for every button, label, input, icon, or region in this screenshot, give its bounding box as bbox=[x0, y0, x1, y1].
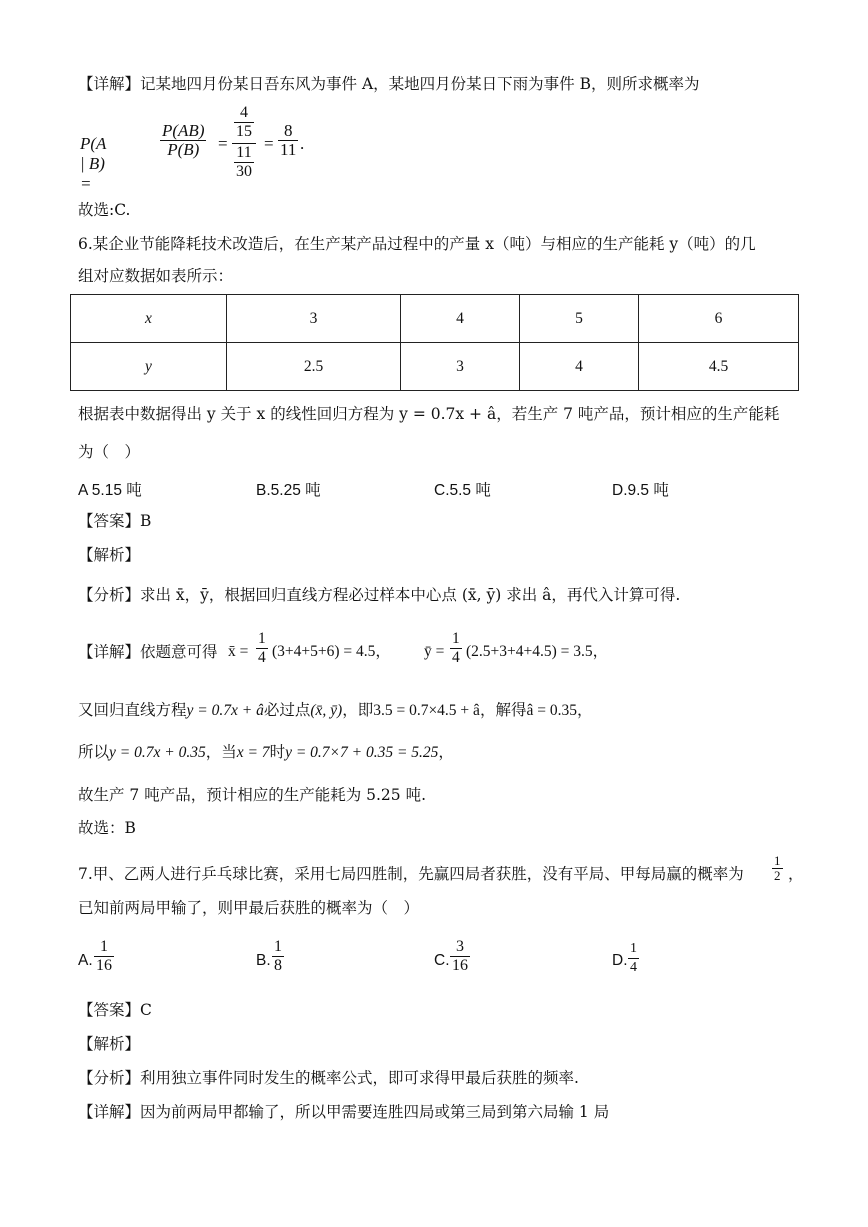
table-cell: x bbox=[71, 295, 227, 343]
q7-option-d-label: D. bbox=[612, 952, 628, 969]
q6-detail-line2: 又回归直线方程y = 0.7x + â必过点(x̄, ȳ)，即3.5 = 0.7×4.5 + â，解得â = 0.35， bbox=[78, 701, 593, 719]
nested-fraction bbox=[232, 104, 256, 181]
q7-option-d-fraction: $\frac{1}{4}$ bbox=[630, 941, 637, 975]
nested-num-den: 15 bbox=[236, 123, 252, 140]
formula-fraction bbox=[160, 122, 206, 159]
table-cell: 5 bbox=[520, 295, 639, 343]
document-page: 【详解】记某地四月份某日吾东风为事件 A，某地四月份某日下雨为事件 B，则所求概率为 P(A | B) = $\frac{P(AB)}{P(B)}$ = $\frac{\frac{4}{15}}{\frac{11}{30}}$ = $\frac{8}{11}$ . 故选:C. 6.某企业节能降耗技术改造后，在生产某产品过程中的产量 x（吨）与相应的生产能耗 y（吨）的几 组对应数据如表所示： x 3 4 5 6 y 2.5 3 4 4.5 根据表中数据得出 y 关于 x 的线性回归方程为 y = 0.7x + â，若生产 7 吨产品，预计相应的生产能耗 为（ ） A 5.15 吨 B.5.25 吨 C.5.5 吨 D.9.5 吨 【答案】B 【解析】 【分析】求出 x̄，ȳ，根据回归直线方程必过样本中心点 (x̄, ȳ) 求出 â，再代入计算可得. 【详解】依题意可得 x̄ = $\frac{1}{4}$ (3+4+5+6) = 4.5， ȳ = $\frac{1}{4}$ (2.5+3+4+4.5) = 3.5， 又回归直线方程y = 0.7x + â必过点(x̄, ȳ)，即3.5 = 0.7×4.5 + â，解得â = 0.35， 所以y = 0.7x + 0.35，当x = 7时y = 0.7×7 + 0.35 = 5.25， 故生产 7 吨产品，预计相应的生产能耗为 5.25 吨. 故选：B 7.甲、乙两人进行乒乓球比赛，采用七局四胜制，先赢四局者获胜，没有平局、甲每局赢的概率为 $\frac{1}{2}$ ， 已知前两局甲输了，则甲最后获胜的概率为（ ） A. $\frac{1}{16}$ B. $\frac{1}{8}$ C. $\frac{3}{16}$ D. $\frac{1}{4}$ 【答案】C 【解析】 【分析】利用独立事件同时发生的概率公式，即可求得甲最后获胜的频率. 【详解】因为前两局甲都输了，所以甲需要连胜四局或第三局到第六局输 1 局 bbox=[0, 0, 868, 1227]
q7-option-b-label: B. bbox=[256, 952, 271, 969]
table-cell: 2.5 bbox=[227, 343, 401, 391]
q7-option-c-label: C. bbox=[434, 952, 450, 969]
result-numerator: 8 bbox=[278, 122, 298, 141]
fraction-numerator: P(AB) bbox=[162, 121, 205, 140]
q7-fenxi: 【分析】利用独立事件同时发生的概率公式，即可求得甲最后获胜的频率. bbox=[78, 1069, 579, 1087]
nested-denominator bbox=[232, 144, 256, 181]
q7-stem-line2: 已知前两局甲输了，则甲最后获胜的概率为（ ） bbox=[78, 899, 420, 917]
detail-label: 【详解】 bbox=[78, 75, 141, 93]
table-row bbox=[71, 295, 799, 343]
q6-option-c: C.5.5 吨 bbox=[434, 482, 491, 499]
q7-detail: 【详解】因为前两局甲都输了，所以甲需要连胜四局或第三局到第六局输 1 局 bbox=[78, 1103, 610, 1121]
table-cell: 3 bbox=[401, 343, 520, 391]
q6-choice: 故选：B bbox=[78, 819, 136, 837]
table-cell: 4 bbox=[401, 295, 520, 343]
q6-option-d: D.9.5 吨 bbox=[612, 482, 669, 499]
q7-option-b-fraction: $\frac{1}{8}$ bbox=[274, 938, 282, 974]
q6-answer: 【答案】B bbox=[78, 512, 152, 530]
q6-option-a: A 5.15 吨 bbox=[78, 482, 142, 499]
q6-analysis-label: 【解析】 bbox=[78, 546, 141, 564]
q6-ask-line2: 为（ ） bbox=[78, 443, 141, 461]
q6-ask-line1: 根据表中数据得出 y 关于 x 的线性回归方程为 y = 0.7x + â，若生产 7 吨产品，预计相应的生产能耗 bbox=[78, 405, 780, 423]
q7-prob-fraction: $\frac{1}{2}$ bbox=[774, 853, 781, 883]
nested-numerator bbox=[232, 104, 256, 144]
q7-option-a-label: A. bbox=[78, 952, 93, 969]
q7-analysis-label: 【解析】 bbox=[78, 1035, 141, 1053]
fraction-denominator: P(B) bbox=[167, 140, 200, 159]
q7-answer: 【答案】C bbox=[78, 1001, 152, 1019]
table-cell: 4.5 bbox=[639, 343, 799, 391]
table-cell: 3 bbox=[227, 295, 401, 343]
q6-detail-line3: 所以y = 0.7x + 0.35，当x = 7时y = 0.7×7 + 0.35 = 5.25， bbox=[78, 743, 454, 761]
q6-fenxi: 【分析】求出 x̄，ȳ，根据回归直线方程必过样本中心点 (x̄, ȳ) 求出 â，再代入计算可得. bbox=[78, 586, 681, 604]
result-denominator: 11 bbox=[280, 140, 297, 159]
q7-option-a-fraction: $\frac{1}{16}$ bbox=[96, 938, 112, 974]
nested-den-den: 30 bbox=[236, 163, 252, 180]
detail-text: 记某地四月份某日吾东风为事件 A，某地四月份某日下雨为事件 B，则所求概率为 bbox=[140, 75, 700, 93]
table-cell: 4 bbox=[520, 343, 639, 391]
table-cell: 6 bbox=[639, 295, 799, 343]
q6-data-table bbox=[70, 294, 799, 391]
q6-option-b: B.5.25 吨 bbox=[256, 482, 321, 499]
table-cell: y bbox=[71, 343, 227, 391]
choice-line: 故选:C. bbox=[78, 201, 131, 219]
q6-stem-line1: 6.某企业节能降耗技术改造后，在生产某产品过程中的产量 x（吨）与相应的生产能耗 y（吨）的几 bbox=[78, 235, 756, 253]
detail-line bbox=[78, 74, 699, 94]
nested-den-num: 11 bbox=[234, 144, 254, 163]
q6-stem-line2: 组对应数据如表所示： bbox=[78, 267, 234, 285]
nested-num-num: 4 bbox=[234, 104, 254, 123]
result-fraction bbox=[278, 122, 298, 159]
formula-lhs: P(A | B) = bbox=[80, 134, 107, 193]
q6-conclusion: 故生产 7 吨产品，预计相应的生产能耗为 5.25 吨. bbox=[78, 786, 427, 804]
q7-option-c-fraction: $\frac{3}{16}$ bbox=[452, 938, 468, 974]
table-row bbox=[71, 343, 799, 391]
